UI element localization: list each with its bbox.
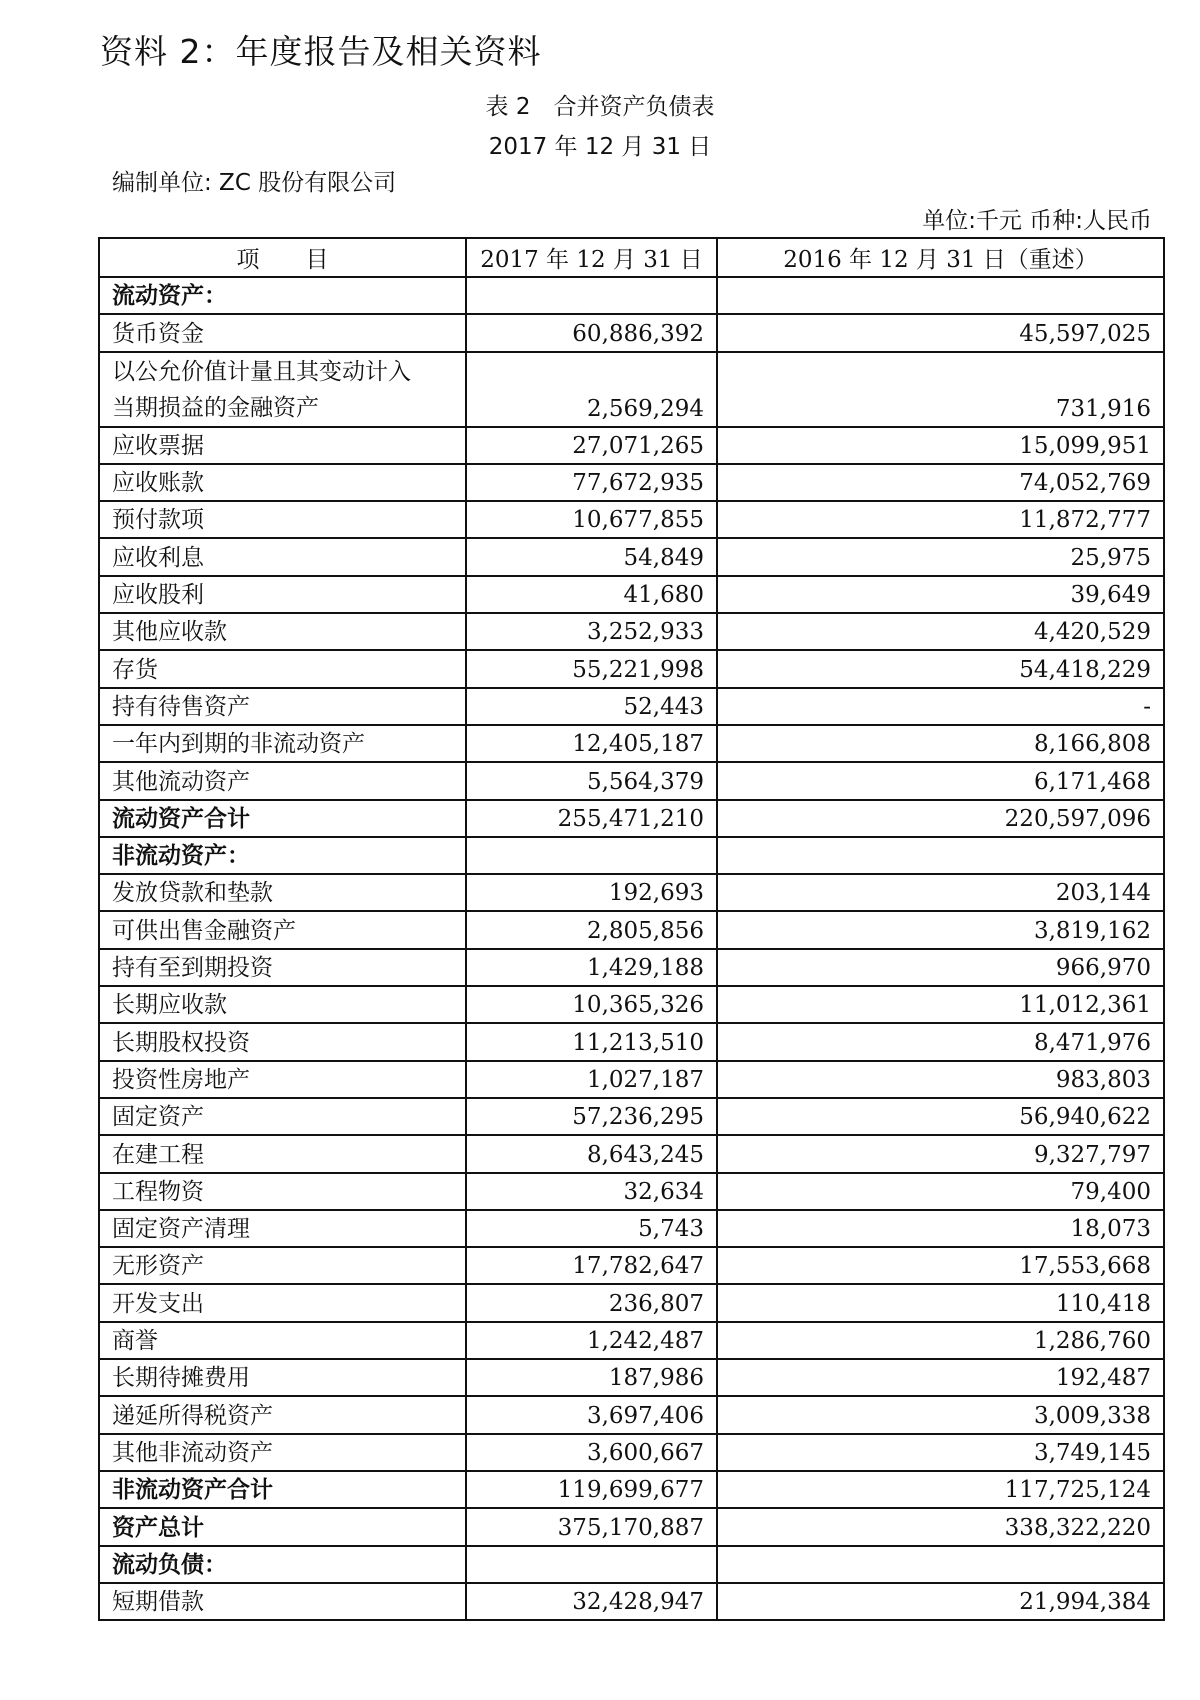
row-item-label: 工程物资 xyxy=(99,1173,466,1210)
table-row xyxy=(99,949,1164,986)
row-item-label: 其他流动资产 xyxy=(99,762,466,799)
row-value-2017: 255,471,210 xyxy=(466,800,717,837)
table-row xyxy=(99,650,1164,687)
column-header-2016: 2016 年 12 月 31 日（重述） xyxy=(717,238,1164,277)
row-value-2017: 41,680 xyxy=(466,576,717,613)
balance-sheet-table xyxy=(98,237,1165,1621)
row-value-2017: 2,569,294 xyxy=(466,352,717,427)
row-value-2017: 3,252,933 xyxy=(466,613,717,650)
row-item-label: 递延所得税资产 xyxy=(99,1396,466,1433)
row-value-2016: 220,597,096 xyxy=(717,800,1164,837)
row-item-label: 长期股权投资 xyxy=(99,1023,466,1060)
column-header-item: 项 目 xyxy=(99,238,466,277)
table-row xyxy=(99,1471,1164,1508)
table-row xyxy=(99,725,1164,762)
table-row xyxy=(99,1434,1164,1471)
row-value-2016: 8,166,808 xyxy=(717,725,1164,762)
row-value-2017: 375,170,887 xyxy=(466,1508,717,1545)
table-row xyxy=(99,352,1164,427)
row-item-label-line2: 当期损益的金融资产 xyxy=(112,394,319,421)
row-item-label: 流动资产： xyxy=(99,277,466,314)
row-item-label: 应收股利 xyxy=(99,576,466,613)
row-value-2017: 1,242,487 xyxy=(466,1322,717,1359)
row-item-label: 长期应收款 xyxy=(99,986,466,1023)
table-row xyxy=(99,1284,1164,1321)
row-item-label: 非流动资产： xyxy=(99,837,466,874)
row-value-2016: 25,975 xyxy=(717,538,1164,575)
table-row xyxy=(99,688,1164,725)
table-body xyxy=(99,277,1164,1620)
table-row xyxy=(99,427,1164,464)
row-item-label: 商誉 xyxy=(99,1322,466,1359)
row-value-2017: 119,699,677 xyxy=(466,1471,717,1508)
row-value-2017: 32,634 xyxy=(466,1173,717,1210)
row-value-2017: 10,365,326 xyxy=(466,986,717,1023)
row-value-2017: 27,071,265 xyxy=(466,427,717,464)
page-heading: 资料 2：年度报告及相关资料 xyxy=(100,32,542,71)
row-value-2017: 12,405,187 xyxy=(466,725,717,762)
row-item-label: 长期待摊费用 xyxy=(99,1359,466,1396)
table-row xyxy=(99,1247,1164,1284)
row-value-2017: 5,564,379 xyxy=(466,762,717,799)
table-row xyxy=(99,1322,1164,1359)
row-value-2016: 8,471,976 xyxy=(717,1023,1164,1060)
row-item-label: 固定资产 xyxy=(99,1098,466,1135)
row-value-2016: 1,286,760 xyxy=(717,1322,1164,1359)
row-value-2016: 966,970 xyxy=(717,949,1164,986)
table-row xyxy=(99,1508,1164,1545)
row-value-2016: 3,749,145 xyxy=(717,1434,1164,1471)
table-row xyxy=(99,613,1164,650)
row-value-2017: 11,213,510 xyxy=(466,1023,717,1060)
row-value-2017: 77,672,935 xyxy=(466,464,717,501)
table-row xyxy=(99,1359,1164,1396)
row-value-2017: 52,443 xyxy=(466,688,717,725)
table-row xyxy=(99,464,1164,501)
row-item-label-line1: 以公允价值计量且其变动计入 xyxy=(112,358,411,385)
table-row xyxy=(99,501,1164,538)
row-value-2016: 117,725,124 xyxy=(717,1471,1164,1508)
row-item-label: 固定资产清理 xyxy=(99,1210,466,1247)
row-value-2016: 3,819,162 xyxy=(717,911,1164,948)
row-item-label: 发放贷款和垫款 xyxy=(99,874,466,911)
row-value-2017 xyxy=(466,277,717,314)
row-item-label: 其他应收款 xyxy=(99,613,466,650)
table-row xyxy=(99,576,1164,613)
row-value-2016: 45,597,025 xyxy=(717,314,1164,351)
row-value-2016 xyxy=(717,1546,1164,1583)
row-item-label: 投资性房地产 xyxy=(99,1061,466,1098)
preparer-label: 编制单位: ZC 股份有限公司 xyxy=(112,170,397,196)
table-row xyxy=(99,1210,1164,1247)
table-title: 表 2 合并资产负债表 xyxy=(485,94,715,120)
row-value-2017: 10,677,855 xyxy=(466,501,717,538)
row-value-2016 xyxy=(717,277,1164,314)
row-item-label: 流动资产合计 xyxy=(99,800,466,837)
row-value-2016: 39,649 xyxy=(717,576,1164,613)
table-row xyxy=(99,1173,1164,1210)
table-row xyxy=(99,986,1164,1023)
row-value-2016: 11,012,361 xyxy=(717,986,1164,1023)
table-row xyxy=(99,911,1164,948)
row-item-label: 可供出售金融资产 xyxy=(99,911,466,948)
row-value-2017: 1,429,188 xyxy=(466,949,717,986)
row-value-2017: 60,886,392 xyxy=(466,314,717,351)
row-value-2016: 3,009,338 xyxy=(717,1396,1164,1433)
row-value-2016: 4,420,529 xyxy=(717,613,1164,650)
row-value-2017: 32,428,947 xyxy=(466,1583,717,1620)
row-value-2016: 203,144 xyxy=(717,874,1164,911)
row-item-label: 持有待售资产 xyxy=(99,688,466,725)
table-row xyxy=(99,800,1164,837)
row-item-label: 持有至到期投资 xyxy=(99,949,466,986)
row-item-label: 应收账款 xyxy=(99,464,466,501)
row-item-label xyxy=(99,352,466,427)
table-row xyxy=(99,1023,1164,1060)
table-row xyxy=(99,1098,1164,1135)
row-value-2016: 15,099,951 xyxy=(717,427,1164,464)
row-value-2016: 21,994,384 xyxy=(717,1583,1164,1620)
row-item-label: 在建工程 xyxy=(99,1135,466,1172)
row-value-2016: 983,803 xyxy=(717,1061,1164,1098)
row-value-2016: 17,553,668 xyxy=(717,1247,1164,1284)
row-value-2017 xyxy=(466,837,717,874)
row-value-2017: 1,027,187 xyxy=(466,1061,717,1098)
table-row xyxy=(99,1396,1164,1433)
row-value-2016: 731,916 xyxy=(717,352,1164,427)
row-value-2017: 54,849 xyxy=(466,538,717,575)
row-value-2017: 3,697,406 xyxy=(466,1396,717,1433)
row-value-2016: 74,052,769 xyxy=(717,464,1164,501)
row-value-2017: 8,643,245 xyxy=(466,1135,717,1172)
row-value-2016: - xyxy=(717,688,1164,725)
row-value-2016: 338,322,220 xyxy=(717,1508,1164,1545)
unit-label: 单位:千元 币种:人民币 xyxy=(922,208,1152,234)
row-value-2017: 192,693 xyxy=(466,874,717,911)
row-item-label: 预付款项 xyxy=(99,501,466,538)
row-item-label: 无形资产 xyxy=(99,1247,466,1284)
row-item-label: 应收票据 xyxy=(99,427,466,464)
table-row xyxy=(99,874,1164,911)
row-value-2016: 6,171,468 xyxy=(717,762,1164,799)
row-value-2017: 55,221,998 xyxy=(466,650,717,687)
table-row xyxy=(99,1135,1164,1172)
table-row xyxy=(99,1061,1164,1098)
table-row xyxy=(99,314,1164,351)
row-value-2017: 236,807 xyxy=(466,1284,717,1321)
row-value-2016 xyxy=(717,837,1164,874)
row-value-2016: 56,940,622 xyxy=(717,1098,1164,1135)
row-value-2017: 57,236,295 xyxy=(466,1098,717,1135)
row-item-label: 存货 xyxy=(99,650,466,687)
row-value-2017: 5,743 xyxy=(466,1210,717,1247)
row-item-label: 短期借款 xyxy=(99,1583,466,1620)
row-value-2016: 192,487 xyxy=(717,1359,1164,1396)
row-value-2016: 54,418,229 xyxy=(717,650,1164,687)
table-row xyxy=(99,837,1164,874)
table-header-row xyxy=(99,238,1164,277)
row-value-2017: 187,986 xyxy=(466,1359,717,1396)
row-value-2017: 2,805,856 xyxy=(466,911,717,948)
row-item-label: 开发支出 xyxy=(99,1284,466,1321)
table-row xyxy=(99,538,1164,575)
row-value-2017: 17,782,647 xyxy=(466,1247,717,1284)
table-row xyxy=(99,1583,1164,1620)
table-date: 2017 年 12 月 31 日 xyxy=(488,134,712,160)
row-item-label: 应收利息 xyxy=(99,538,466,575)
row-item-label: 资产总计 xyxy=(99,1508,466,1545)
row-value-2016: 79,400 xyxy=(717,1173,1164,1210)
table-row xyxy=(99,762,1164,799)
row-value-2017 xyxy=(466,1546,717,1583)
row-value-2017: 3,600,667 xyxy=(466,1434,717,1471)
row-value-2016: 18,073 xyxy=(717,1210,1164,1247)
table-row xyxy=(99,1546,1164,1583)
column-header-2017: 2017 年 12 月 31 日 xyxy=(466,238,717,277)
row-item-label: 非流动资产合计 xyxy=(99,1471,466,1508)
row-value-2016: 9,327,797 xyxy=(717,1135,1164,1172)
table-row xyxy=(99,277,1164,314)
row-item-label: 其他非流动资产 xyxy=(99,1434,466,1471)
row-item-label: 货币资金 xyxy=(99,314,466,351)
row-value-2016: 110,418 xyxy=(717,1284,1164,1321)
row-item-label: 流动负债： xyxy=(99,1546,466,1583)
row-value-2016: 11,872,777 xyxy=(717,501,1164,538)
row-item-label: 一年内到期的非流动资产 xyxy=(99,725,466,762)
